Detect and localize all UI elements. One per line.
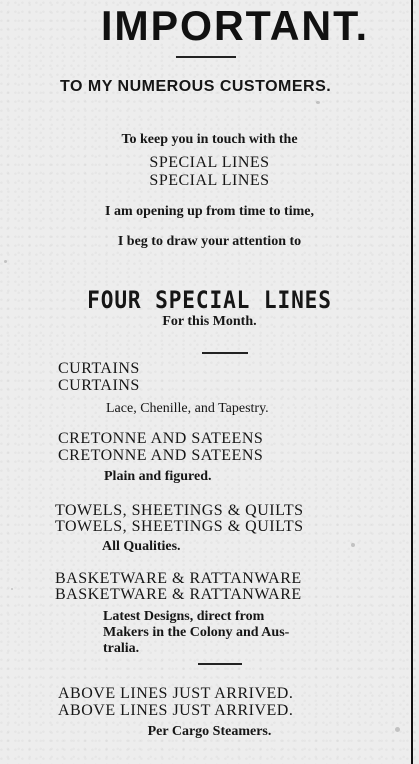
print-speckle [351, 543, 355, 547]
section-divider-1 [202, 352, 248, 354]
customers-heading: TO MY NUMEROUS CUSTOMERS. [60, 78, 332, 95]
towels-line-2: TOWELS, SHEETINGS & QUILTS [55, 518, 304, 535]
basketware-line-2: BASKETWARE & RATTANWARE [55, 586, 302, 603]
opening-line: I am opening up from time to time, [105, 204, 314, 219]
cretonne-line-2: CRETONNE AND SATEENS [58, 447, 264, 464]
intro-line: To keep you in touch with the [121, 132, 298, 147]
arrived-line-2: ABOVE LINES JUST ARRIVED. [58, 702, 294, 719]
basketware-description-1: Latest Designs, direct from [103, 609, 265, 624]
cargo-line: Per Cargo Steamers. [147, 724, 272, 739]
special-lines-line-2: SPECIAL LINES [149, 172, 270, 189]
curtains-line-1: CURTAINS [58, 360, 140, 377]
section-divider-2 [198, 663, 242, 665]
title-underline [176, 56, 236, 58]
curtains-line-2: CURTAINS [58, 377, 140, 394]
towels-line-1: TOWELS, SHEETINGS & QUILTS [55, 502, 304, 519]
print-speckle [11, 588, 13, 590]
four-special-lines-heading: FOUR SPECIAL LINES [87, 286, 332, 314]
print-speckle [316, 101, 320, 104]
attention-line: I beg to draw your attention to [117, 234, 302, 249]
month-subheading: For this Month. [162, 314, 257, 329]
advertisement-title: IMPORTANT. [100, 2, 370, 49]
arrived-line-1: ABOVE LINES JUST ARRIVED. [58, 685, 294, 702]
cretonne-description: Plain and figured. [104, 469, 212, 484]
towels-description: All Qualities. [102, 539, 181, 554]
print-speckle [4, 260, 7, 263]
basketware-description-3: tralia. [103, 641, 140, 656]
curtains-description: Lace, Chenille, and Tapestry. [106, 401, 269, 416]
print-speckle [395, 727, 400, 732]
basketware-line-1: BASKETWARE & RATTANWARE [55, 570, 302, 587]
basketware-description-2: Makers in the Colony and Aus- [103, 625, 290, 640]
cretonne-line-1: CRETONNE AND SATEENS [58, 430, 264, 447]
special-lines-line-1: SPECIAL LINES [149, 154, 270, 171]
